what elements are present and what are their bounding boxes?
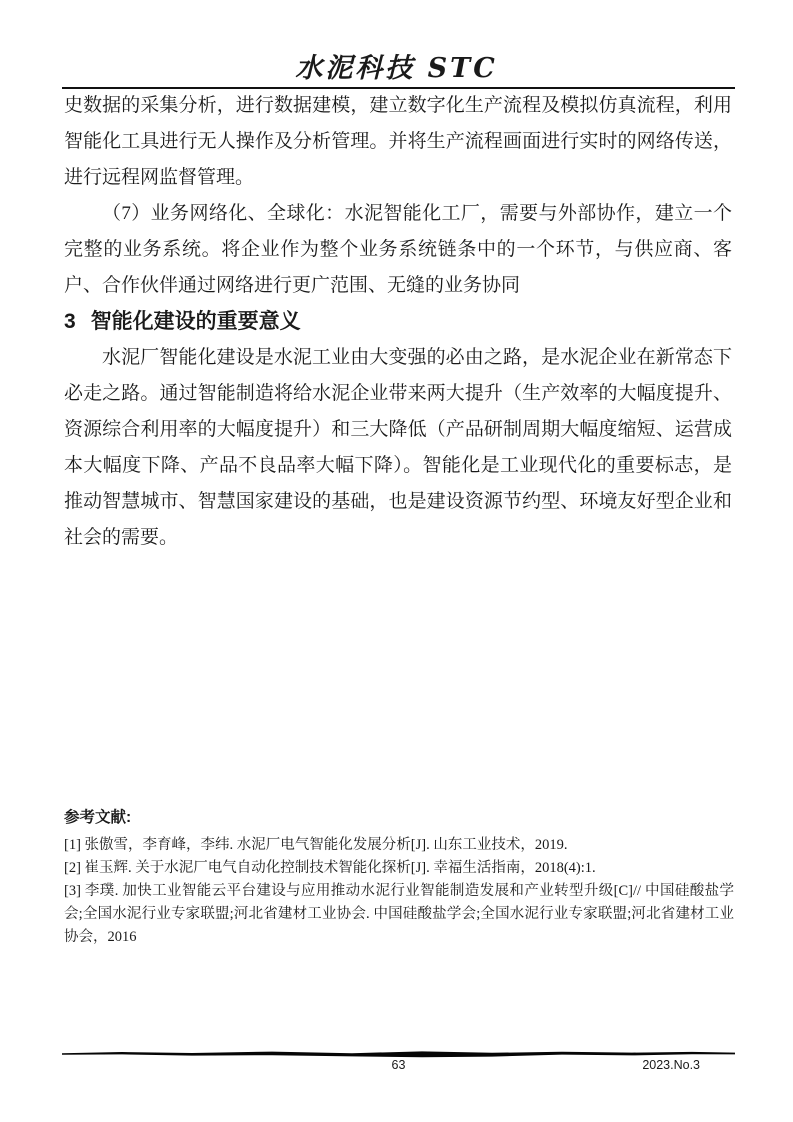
references-heading: 参考文献: — [64, 809, 132, 826]
reference-item: [3] 李璞. 加快工业智能云平台建设与应用推动水泥行业智能制造发展和产业转型升级[C]// 中国硅酸盐学会;全国水泥行业专家联盟;河北省建材工业协会. 中国硅酸盐学会;全国水泥行业专家联盟;河北省建材工业协会，2016 — [64, 883, 734, 945]
reference-item: [2] 崔玉辉. 关于水泥厂电气自动化控制技术智能化探析[J]. 幸福生活指南，2018(4):1. — [64, 860, 596, 876]
journal-title: 水泥科技 STC — [295, 53, 498, 84]
section-heading — [64, 304, 732, 340]
references-section — [64, 804, 734, 949]
paragraph-item-7: （7）业务网络化、全球化：水泥智能化工厂，需要与外部协作，建立一个完整的业务系统。将企业作为整个业务系统链条中的一个环节，与供应商、客户、合作伙伴通过网络进行更广范围、无缝的业务协同 — [64, 203, 732, 296]
section-number: 3 — [64, 310, 76, 333]
issue-label: 2023.No.3 — [642, 1058, 700, 1072]
reference-item: [1] 张傲雪，李育峰，李纬. 水泥厂电气智能化发展分析[J]. 山东工业技术，2019. — [64, 837, 568, 853]
article-body — [64, 88, 732, 556]
paragraph-continuation: 史数据的采集分析，进行数据建模，建立数字化生产流程及模拟仿真流程，利用智能化工具进行无人操作及分析管理。并将生产流程画面进行实时的网络传送，进行远程网监督管理。 — [64, 95, 732, 188]
page-number: 63 — [391, 1058, 406, 1072]
section-title: 智能化建设的重要意义 — [90, 310, 301, 333]
section-paragraph: 水泥厂智能化建设是水泥工业由大变强的必由之路，是水泥企业在新常态下必走之路。通过智能制造将给水泥企业带来两大提升（生产效率的大幅度提升、资源综合利用率的大幅度提升）和三大降低（产品研制周期大幅度缩短、运营成本大幅度下降、产品不良品率大幅下降）。智能化是工业现代化的重要标志，是推动智慧城市、智慧国家建设的基础，也是建设资源节约型、环境友好型企业和社会的需要。 — [64, 347, 732, 548]
